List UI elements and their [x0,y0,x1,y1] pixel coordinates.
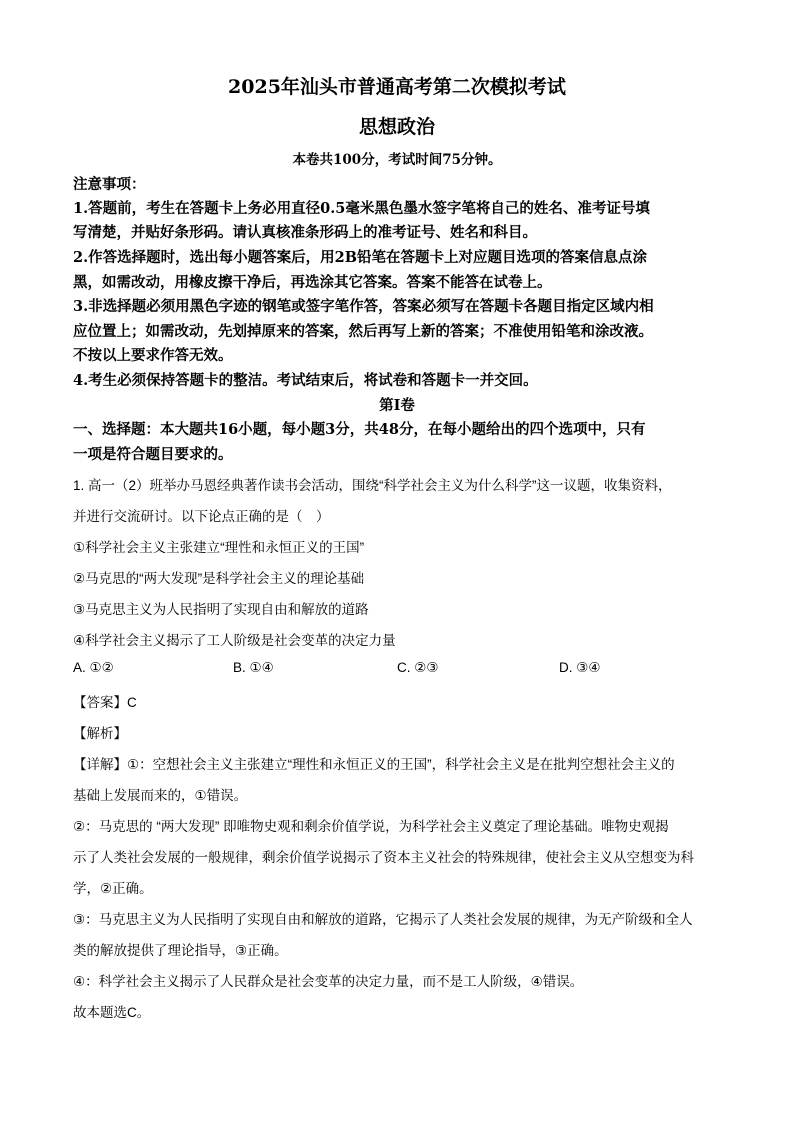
explanation-line: ④：科学社会主义揭示了人民群众是社会变革的决定力量，而不是工人阶级，④错误。 [73,974,584,989]
question-stem: 1. 高一（2）班举办马恩经典著作读书会活动，围绕“科学社会主义为什么科学”这一议题，收集资料， [73,478,672,493]
notice-line: 1.答题前，考生在答题卡上务必用直径0.5毫米黑色墨水签字笔将自己的姓名、准考证号填 [73,200,650,217]
section-heading: 一项是符合题目要求的。 [73,446,233,463]
explanation-line: 示了人类社会发展的一般规律，剩余价值学说揭示了资本主义社会的特殊规律，使社会主义从空想变为科 [73,850,694,865]
explanation-line: 学，②正确。 [73,881,153,896]
statement-3: ③马克思主义为人民指明了实现自由和解放的道路 [73,602,369,617]
notice-line: 应位置上；如需改动，先划掉原来的答案，然后再写上新的答案；不准使用铅笔和涂改液。 [73,323,653,340]
option-a: A. ①② [73,660,114,675]
subject-title: 思想政治 [358,116,435,138]
notice-line: 3.非选择题必须用黑色字迹的钢笔或签字笔作答，答案必须写在答题卡各题目指定区域内相 [73,298,654,315]
statement-1: ①科学社会主义主张建立“理性和永恒正义的王国” [73,540,365,555]
notice-line: 不按以上要求作答无效。 [73,347,233,364]
question-stem: 并进行交流研讨。以下论点正确的是（ ） [73,509,330,524]
answer: 【答案】C [73,695,137,710]
statement-2: ②马克思的“两大发现”是科学社会主义的理论基础 [73,571,365,586]
option-b: B. ①④ [233,660,274,675]
exam-title: 2025年汕头市普通高考第二次模拟考试 [228,76,566,98]
explanation-line: ③：马克思主义为人民指明了实现自由和解放的道路，它揭示了人类社会发展的规律，为无产阶级和全人 [73,912,693,927]
notice-line: 2.作答选择题时，选出每小题答案后，用2B铅笔在答题卡上对应题目选项的答案信息点涂 [73,249,647,266]
notice-heading: 注意事项： [73,176,146,193]
notice-line: 写清楚，并贴好条形码。请认真核准条形码上的准考证号、姓名和科目。 [73,224,537,241]
statement-4: ④科学社会主义揭示了工人阶级是社会变革的决定力量 [73,633,396,648]
explanation-line: 类的解放提供了理论指导，③正确。 [73,943,288,958]
option-d: D. ③④ [559,660,601,675]
exam-info: 本卷共100分，考试时间75分钟。 [292,152,502,168]
section-heading: 一、选择题：本大题共16小题，每小题3分，共48分，在每小题给出的四个选项中，只有 [73,421,646,438]
conclusion-line: 故本题选C。 [73,1005,151,1020]
analysis-label: 【解析】 [73,726,127,741]
explanation-line: ②：马克思的 “两大发现” 即唯物史观和剩余价值学说，为科学社会主义奠定了理论基础。唯物史观揭 [73,819,669,834]
notice-line: 黑，如需改动，用橡皮擦干净后，再选涂其它答案。答案不能答在试卷上。 [73,274,552,291]
explanation-line: 基础上发展而来的，①错误。 [73,788,248,803]
explanation-line: 【详解】①：空想社会主义主张建立“理性和永恒正义的王国”，科学社会主义是在批判空想社会主义的 [73,757,675,772]
option-c: C. ②③ [397,660,439,675]
part-heading: 第Ⅰ卷 [379,397,415,414]
notice-line: 4.考生必须保持答题卡的整洁。考试结束后，将试卷和答题卡一并交回。 [73,372,538,389]
